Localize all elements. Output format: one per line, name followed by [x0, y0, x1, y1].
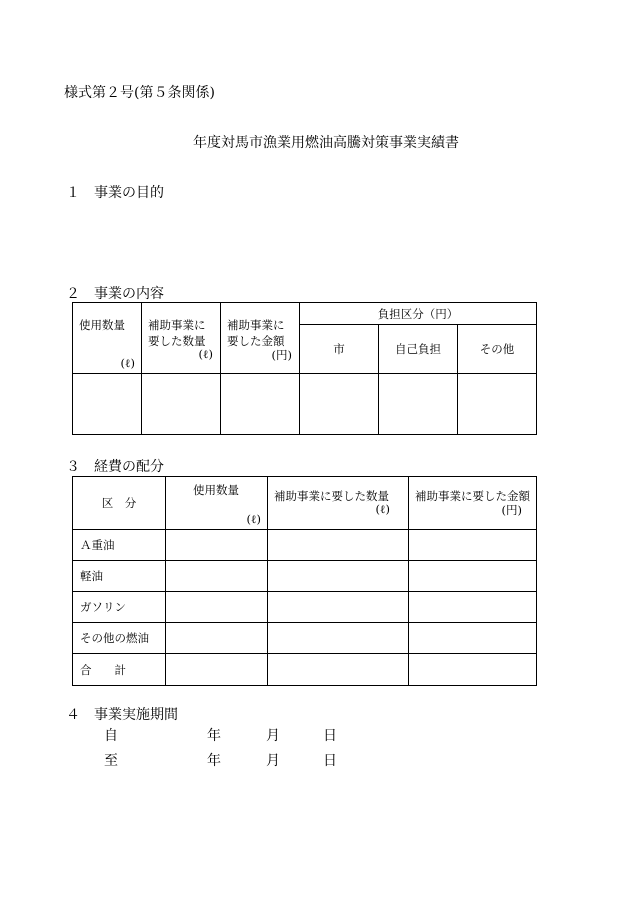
header-burden-other: その他 — [458, 325, 537, 374]
header-burden-self: 自己負担 — [379, 325, 458, 374]
cell-heavy-oil-usage[interactable] — [166, 530, 268, 561]
header-subsidy-qty-line2: 要した数量 — [148, 334, 206, 348]
header-subsidy-qty-line1: 補助事業に — [148, 318, 206, 332]
row-label-other-fuel: その他の燃油 — [73, 623, 166, 654]
form-number: 様式第２号(第５条関係) — [64, 85, 215, 101]
cell-gasoline-amt[interactable] — [409, 592, 537, 623]
header-usage-2-unit: (ℓ) — [246, 512, 261, 526]
cell-light-oil-qty[interactable] — [268, 561, 409, 592]
cell-gasoline-usage[interactable] — [166, 592, 268, 623]
header-subsidy-qty-unit: (ℓ) — [198, 347, 213, 361]
row-label-light-oil: 軽油 — [73, 561, 166, 592]
section-2-label: 事業の内容 — [94, 286, 164, 302]
cell-total-usage[interactable] — [166, 654, 268, 686]
cell-light-oil-amt[interactable] — [409, 561, 537, 592]
header-subsidy-amt-line2: 要した金額 — [227, 334, 285, 348]
cell-other-fuel-usage[interactable] — [166, 623, 268, 654]
header-subsidy-qty-2-label: 補助事業に要した数量 — [274, 489, 389, 503]
header-usage-unit: (ℓ) — [120, 356, 135, 370]
period-from-label: 自 — [104, 728, 118, 744]
section-4-label: 事業実施期間 — [94, 707, 178, 723]
page-title: 年度対馬市漁業用燃油高騰対策事業実績書 — [193, 135, 459, 151]
header-subsidy-amt-2-unit: (円) — [501, 503, 522, 517]
row-label-gasoline: ガソリン — [73, 592, 166, 623]
header-subsidy-amt-unit: (円) — [271, 348, 292, 362]
header-usage-2-label: 使用数量 — [193, 483, 239, 497]
cell-burden-city[interactable] — [300, 374, 379, 435]
cell-usage[interactable] — [73, 374, 142, 435]
header-category: 区 分 — [73, 477, 166, 530]
header-burden: 負担区分（円） — [300, 303, 537, 325]
business-content-table — [72, 302, 537, 435]
header-subsidy-amt — [221, 303, 300, 374]
cell-light-oil-usage[interactable] — [166, 561, 268, 592]
period-from-day: 日 — [323, 728, 337, 744]
header-subsidy-qty-2-unit: (ℓ) — [375, 502, 390, 516]
row-label-heavy-oil: Ａ重油 — [73, 530, 166, 561]
header-subsidy-amt-2-label: 補助事業に要した金額 — [415, 489, 530, 503]
header-subsidy-qty-2 — [268, 477, 409, 530]
header-subsidy-qty — [142, 303, 221, 374]
cell-heavy-oil-qty[interactable] — [268, 530, 409, 561]
section-1-number: １ — [66, 185, 80, 201]
header-burden-city: 市 — [300, 325, 379, 374]
period-to-year: 年 — [207, 753, 221, 769]
period-to-month: 月 — [266, 753, 280, 769]
header-subsidy-amt-line1: 補助事業に — [227, 318, 285, 332]
header-subsidy-amt-2 — [409, 477, 537, 530]
cell-burden-other[interactable] — [458, 374, 537, 435]
cell-other-fuel-amt[interactable] — [409, 623, 537, 654]
section-1-heading — [66, 182, 164, 202]
cell-heavy-oil-amt[interactable] — [409, 530, 537, 561]
cell-total-qty[interactable] — [268, 654, 409, 686]
period-to-day: 日 — [323, 753, 337, 769]
header-usage-2 — [166, 477, 268, 530]
section-4-heading — [66, 704, 178, 724]
cell-subsidy-amt[interactable] — [221, 374, 300, 435]
row-label-total: 合 計 — [73, 654, 166, 686]
section-2-heading — [66, 283, 164, 303]
cell-subsidy-qty[interactable] — [142, 374, 221, 435]
section-3-label: 経費の配分 — [94, 459, 164, 475]
cell-total-amt[interactable] — [409, 654, 537, 686]
period-from-month: 月 — [266, 728, 280, 744]
cell-gasoline-qty[interactable] — [268, 592, 409, 623]
section-3-heading — [66, 456, 164, 476]
section-1-label: 事業の目的 — [94, 185, 164, 201]
expense-allocation-table — [72, 476, 537, 686]
period-from-year: 年 — [207, 728, 221, 744]
period-to-label: 至 — [104, 753, 118, 769]
section-3-number: ３ — [66, 459, 80, 475]
section-2-number: ２ — [66, 286, 80, 302]
header-usage — [73, 303, 142, 374]
section-4-number: ４ — [66, 707, 80, 723]
header-usage-label: 使用数量 — [79, 318, 125, 332]
cell-other-fuel-qty[interactable] — [268, 623, 409, 654]
cell-burden-self[interactable] — [379, 374, 458, 435]
